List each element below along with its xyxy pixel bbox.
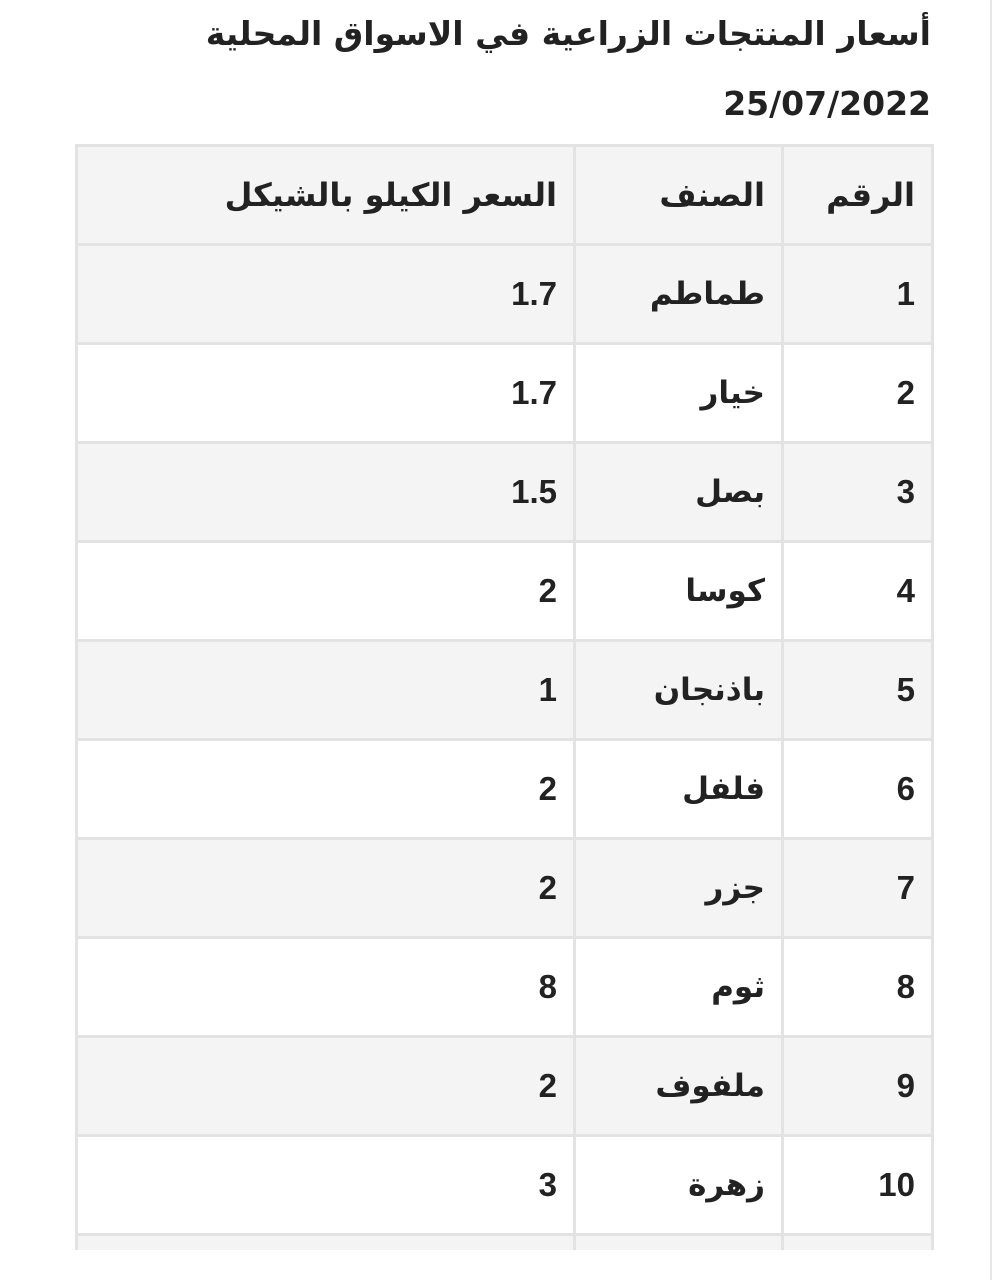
row-item: ثوم	[575, 938, 783, 1037]
row-item: خيار	[575, 344, 783, 443]
table-row	[77, 1136, 933, 1235]
header-price: السعر الكيلو بالشيكل	[77, 146, 575, 245]
row-number: 10	[783, 1136, 933, 1235]
cutoff-cell	[783, 1235, 933, 1251]
row-item: زهرة	[575, 1136, 783, 1235]
table-row	[77, 839, 933, 938]
row-number: 3	[783, 443, 933, 542]
header-number: الرقم	[783, 146, 933, 245]
row-price: 1.7	[77, 344, 575, 443]
row-item: كوسا	[575, 542, 783, 641]
page-title: أسعار المنتجات الزراعية في الاسواق المحلية	[205, 14, 931, 53]
table-header-row	[77, 146, 933, 245]
row-item: طماطم	[575, 245, 783, 344]
row-number: 4	[783, 542, 933, 641]
table-row-cutoff	[77, 1235, 933, 1251]
page-edge-divider	[990, 0, 992, 1280]
row-number: 8	[783, 938, 933, 1037]
row-price: 2	[77, 740, 575, 839]
row-price: 1.7	[77, 245, 575, 344]
row-price: 2	[77, 1037, 575, 1136]
header-item: الصنف	[575, 146, 783, 245]
prices-table	[75, 144, 934, 1250]
table-row	[77, 641, 933, 740]
page-date: 25/07/2022	[723, 84, 931, 123]
row-number: 6	[783, 740, 933, 839]
row-number: 9	[783, 1037, 933, 1136]
table-row	[77, 542, 933, 641]
row-number: 1	[783, 245, 933, 344]
table-row	[77, 344, 933, 443]
table-row	[77, 938, 933, 1037]
row-item: جزر	[575, 839, 783, 938]
table-row	[77, 443, 933, 542]
cutoff-cell	[575, 1235, 783, 1251]
row-item: بصل	[575, 443, 783, 542]
row-number: 7	[783, 839, 933, 938]
row-number: 5	[783, 641, 933, 740]
row-item: ملفوف	[575, 1037, 783, 1136]
row-number: 2	[783, 344, 933, 443]
table-row	[77, 740, 933, 839]
row-item: فلفل	[575, 740, 783, 839]
row-price: 1	[77, 641, 575, 740]
table-row	[77, 1037, 933, 1136]
row-price: 2	[77, 839, 575, 938]
row-price: 8	[77, 938, 575, 1037]
row-price: 2	[77, 542, 575, 641]
cutoff-cell	[77, 1235, 575, 1251]
row-price: 1.5	[77, 443, 575, 542]
row-item: باذنجان	[575, 641, 783, 740]
table-row	[77, 245, 933, 344]
row-price: 3	[77, 1136, 575, 1235]
